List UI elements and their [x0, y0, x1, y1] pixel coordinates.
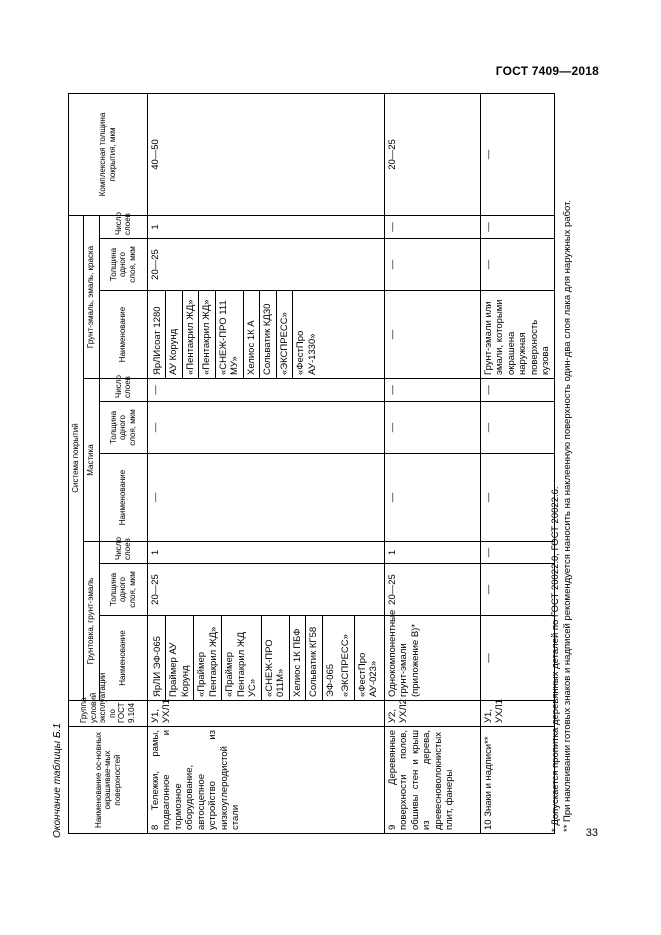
header-primer-layers: Число слоев	[99, 542, 147, 564]
enamel-item: «ЭКСПРЕСС»	[276, 291, 293, 378]
header-enamel-group: Грунт-эмаль, эмаль, краска	[83, 215, 99, 378]
primer-item: Сольватик КГ58	[305, 616, 322, 700]
mastic-name-cell: —	[147, 454, 384, 542]
primer-name-cell: —	[480, 616, 554, 701]
primer-layers-cell: —	[480, 542, 554, 564]
enamel-thickness-cell: —	[384, 239, 480, 291]
primer-layers-cell: 1	[147, 542, 384, 564]
primer-item: «Праймер Пентакрил ЖД»	[193, 616, 221, 700]
header-mastic-thickness: Толщина одного слоя, мкм	[99, 402, 147, 454]
total-thickness-cell: 40—50	[147, 93, 384, 215]
enamel-item: «ФестПро АУ-1330»	[292, 291, 320, 378]
mastic-layers-cell: —	[147, 379, 384, 402]
header-enamel-thickness: Толщина одного слоя, мкм	[99, 239, 147, 291]
header-mastic-name: Наименование	[99, 454, 147, 542]
primer-thickness-cell: 20—25	[147, 564, 384, 616]
header-mastic-group: Мастика	[83, 379, 99, 542]
enamel-item: «СНЕЖ-ПРО 111 МУ»	[215, 291, 243, 378]
continuation-label: Окончание таблицы Б.1	[52, 723, 63, 838]
enamel-item: «Пентакрил ЖД»	[182, 291, 199, 378]
mastic-layers-cell: —	[384, 379, 480, 402]
enamel-item: Сольватик КД30	[259, 291, 276, 378]
conditions-cell: У1, УХЛ1	[480, 701, 554, 727]
header-primer-name: Наименование	[99, 616, 147, 701]
primer-item: «СНЕЖ-ПРО 011М»	[261, 616, 289, 700]
enamel-item: АУ Корунд	[165, 291, 182, 378]
header-system: Система покрытий	[69, 215, 84, 700]
primer-name-cell: Однокомпонентные грунт-эмали (приложение В)*	[384, 616, 480, 701]
table-row	[147, 93, 384, 833]
primer-layers-cell: 1	[384, 542, 480, 564]
primer-item: Хелиос 1К ПБФ	[289, 616, 306, 700]
surface-cell: 8 Тележки, рамы, подвагонное и тормозное оборудование, автосцепное устройство из низкоуглеродистой стали	[147, 727, 384, 834]
primer-thickness-cell: 20—25	[384, 564, 480, 616]
footnote: ** При наклеивании готовых знаков и надписей рекомендуется наносить на наклеенную поверхность один-два слоя лака для наружных работ.	[561, 199, 573, 832]
mastic-layers-cell: —	[480, 379, 554, 402]
surface-cell: 10 Знаки и надписи**	[480, 727, 554, 834]
primer-item: «ЭКСПРЕСС»	[340, 634, 351, 697]
primer-item: «Праймер Пентакрил ЖД УС»	[221, 616, 261, 700]
mastic-thickness-cell: —	[147, 402, 384, 454]
conditions-cell: У1, УХЛ1	[147, 701, 384, 727]
header-primer-thickness: Толщина одного слоя, мкм	[99, 564, 147, 616]
enamel-name-cell: Грунт-эмали или эмали, которыми окрашена наружная поверхность кузова	[480, 291, 554, 379]
header-enamel-name: Наименование	[99, 291, 147, 379]
primer-item: Праймер АУ Корунд	[165, 616, 193, 700]
footnote: * Допускается пропитка деревянных деталей по ГОСТ 20022.0, ГОСТ 20022.6.	[550, 486, 561, 832]
mastic-name-cell: —	[480, 454, 554, 542]
table-row	[384, 93, 480, 833]
header-primer-group: Грунтовка, грунт-эмаль	[83, 542, 99, 701]
enamel-layers-cell: —	[384, 215, 480, 238]
header-conditions: Группа условий эксплуатации по ГОСТ 9.104	[69, 701, 148, 727]
total-thickness-cell: 20—25	[384, 93, 480, 215]
surface-cell: 9 Деревянные поверхности полов, обшивы стен и крыш из дерева, древесноволокнистых плит, фанеры	[384, 727, 480, 834]
total-thickness-cell: —	[480, 93, 554, 215]
footnotes	[550, 94, 573, 834]
primer-item: ЯрЛИ ЭФ-065	[151, 636, 163, 697]
primer-name-cell	[147, 616, 384, 701]
enamel-layers-cell: —	[480, 215, 554, 238]
enamel-item: «Пентакрил ЖД»	[198, 291, 215, 378]
mastic-thickness-cell: —	[480, 402, 554, 454]
primer-item: ЭФ-065	[322, 616, 339, 700]
enamel-name-cell	[147, 291, 384, 379]
page-number: 33	[585, 827, 598, 839]
header-mastic-layers: Число слоев	[99, 379, 147, 402]
enamel-thickness-cell: —	[480, 239, 554, 291]
enamel-item: Хелиос 1К А	[243, 291, 260, 378]
enamel-item: ЯрЛИсоат 1280	[151, 306, 163, 375]
header-total-thickness: Комплексная толщина покрытия, мкм	[69, 93, 148, 215]
enamel-layers-cell: 1	[147, 215, 384, 238]
table-row	[480, 93, 554, 833]
mastic-name-cell: —	[384, 454, 480, 542]
primer-item: «ФестПро АУ-023»	[354, 616, 382, 700]
header-surface: Наименование ос-новных окрашивае-мых поверхностей	[69, 727, 148, 834]
primer-thickness-cell: —	[480, 564, 554, 616]
enamel-thickness-cell: 20—25	[147, 239, 384, 291]
rotated-page	[52, 92, 600, 838]
header-enamel-layers: Число слоев	[99, 215, 147, 238]
conditions-cell: У2, УХЛ2	[384, 701, 480, 727]
mastic-thickness-cell: —	[384, 402, 480, 454]
coatings-table	[68, 93, 555, 834]
enamel-name-cell: —	[384, 291, 480, 379]
document-code: ГОСТ 7409—2018	[495, 64, 599, 78]
